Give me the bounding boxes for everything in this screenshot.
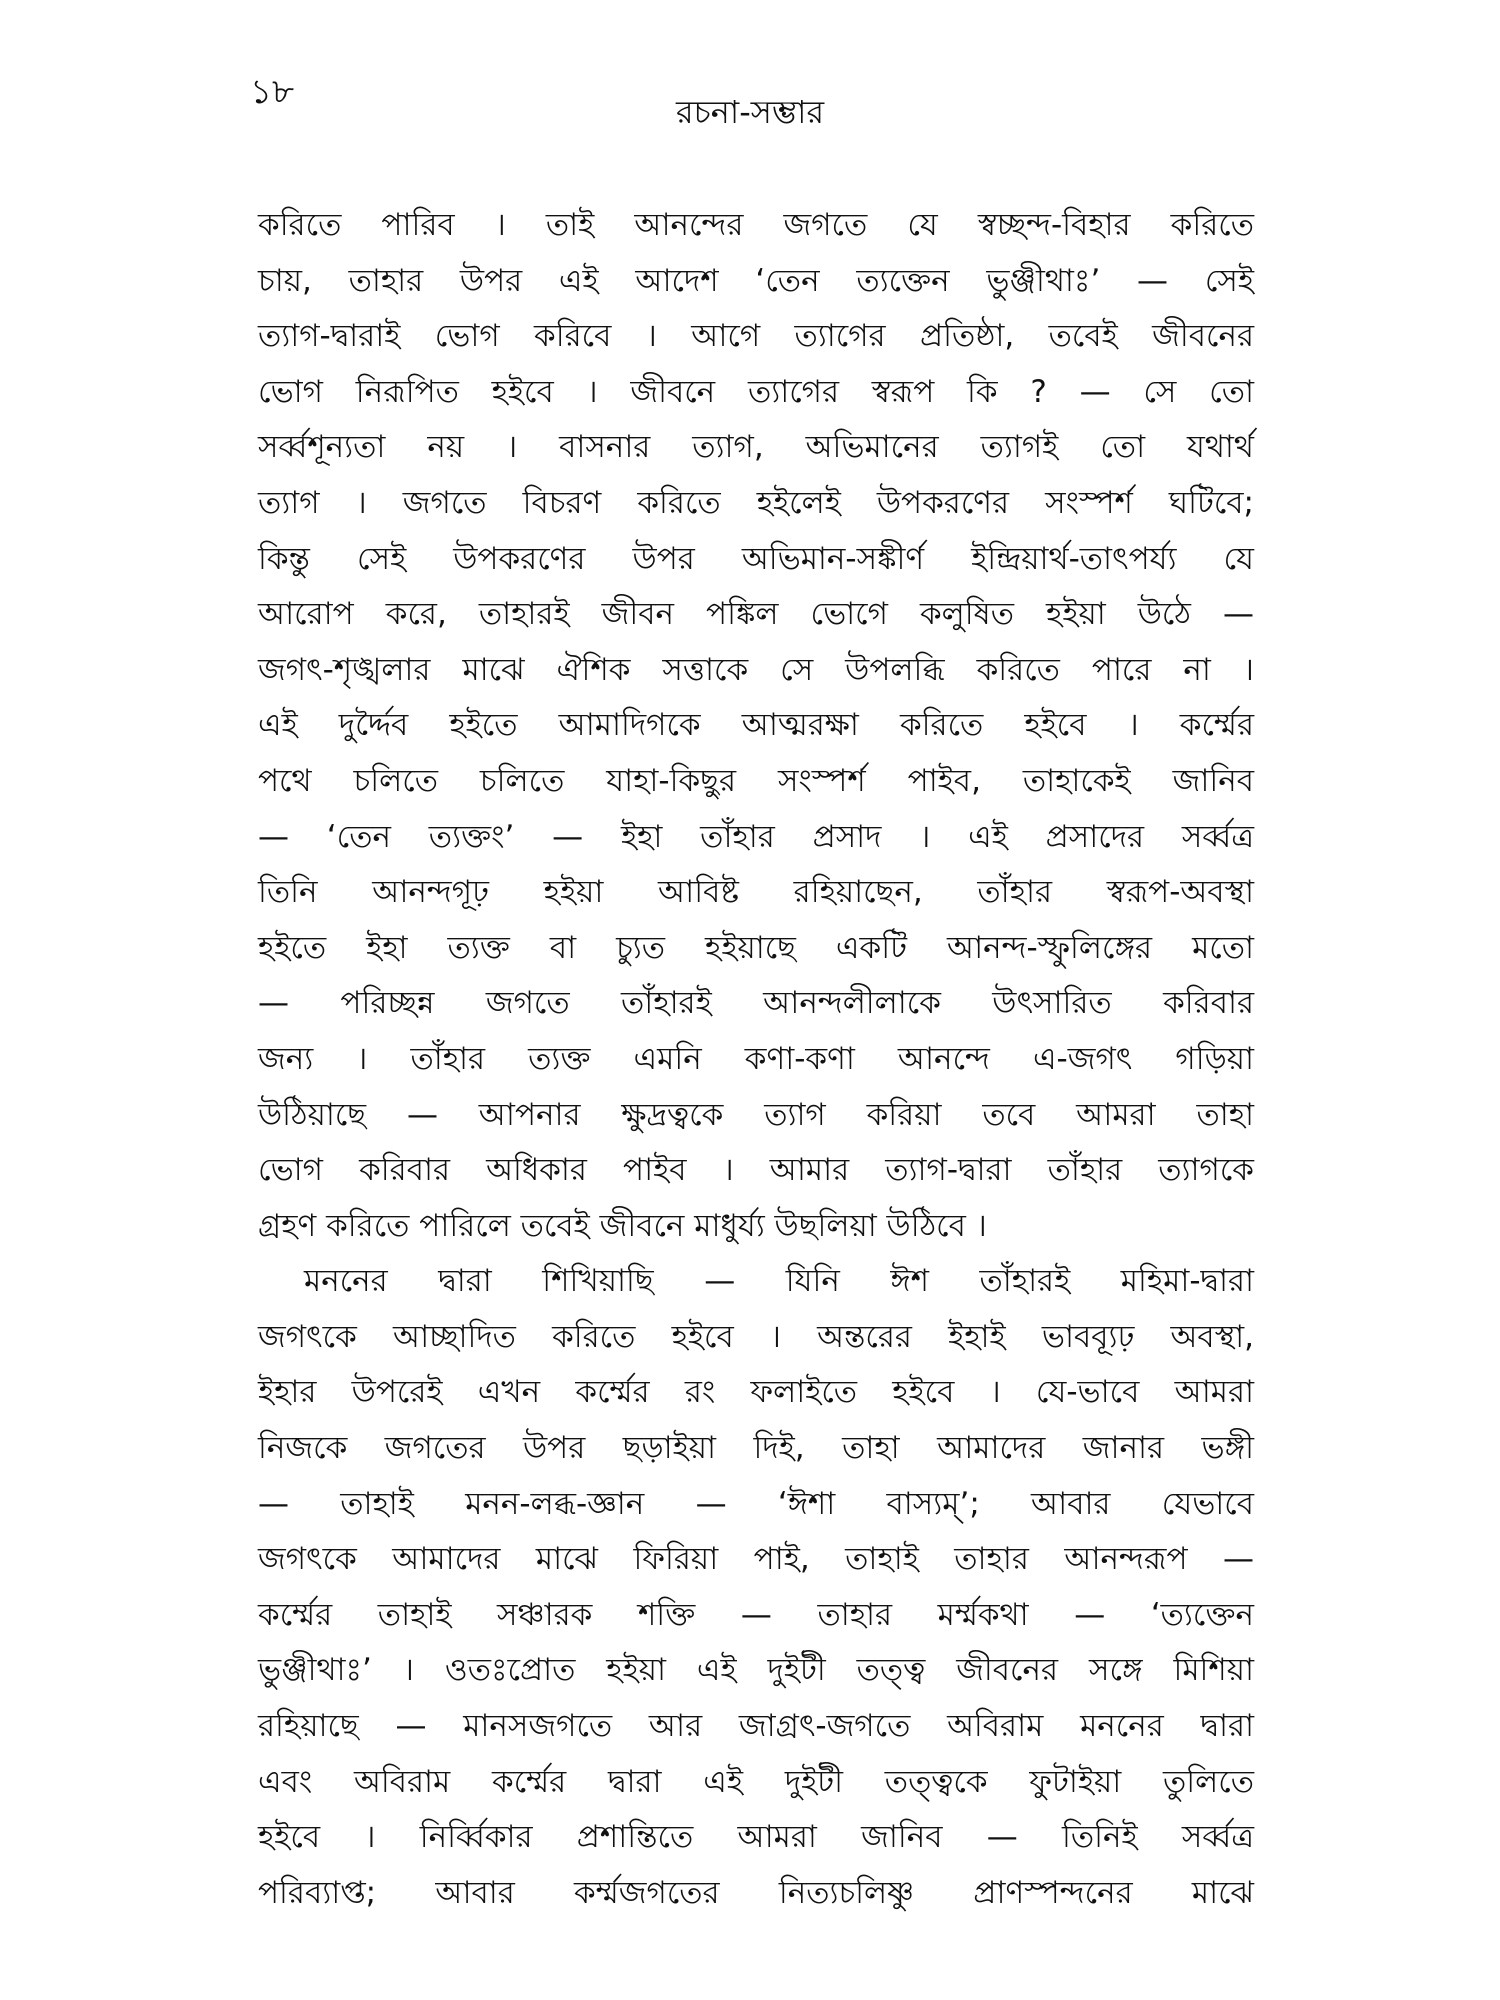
text-line: হইতে ইহা ত্যক্ত বা চ্যুত হইয়াছে একটি আনন্দ-স্ফুলিঙ্গের মতো (258, 929, 1254, 966)
text-line: ত্যাগ । জগতে বিচরণ করিতে হইলেই উপকরণের সংস্পর্শ ঘটিবে; (258, 484, 1254, 521)
text-line: জন্য । তাঁহার ত্যক্ত এমনি কণা-কণা আনন্দে এ-জগৎ গড়িয়া (258, 1040, 1254, 1077)
text-line: আরোপ করে, তাহারই জীবন পঙ্কিল ভোগে কলুষিত হইয়া উঠে — (258, 596, 1254, 633)
text-line: — ‘তেন ত্যক্তং’ — ইহা তাঁহার প্রসাদ । এই প্রসাদের সর্ব্বত্র (258, 818, 1254, 855)
text-line: ভুঞ্জীথাঃ’ । ওতঃপ্রোত হইয়া এই দুইটী তত্ত্ব জীবনের সঙ্গে মিশিয়া (258, 1652, 1254, 1689)
text-line: তিনি আনন্দগূঢ় হইয়া আবিষ্ট রহিয়াছেন, তাঁহার স্বরূপ-অবস্থা (258, 874, 1254, 911)
text-line: উঠিয়াছে — আপনার ক্ষুদ্রত্বকে ত্যাগ করিয়া তবে আমরা তাহা (258, 1096, 1254, 1133)
text-line: এই দুর্দ্দৈব হইতে আমাদিগকে আত্মরক্ষা করিতে হইবে । কর্ম্মের (258, 707, 1254, 744)
text-line: — তাহাই মনন-লব্ধ-জ্ঞান — ‘ঈশা বাস্যম্’; আবার যেভাবে (258, 1485, 1254, 1522)
text-line: — পরিচ্ছন্ন জগতে তাঁহারই আনন্দলীলাকে উৎসারিত করিবার (258, 985, 1254, 1022)
text-line: ইহার উপরেই এখন কর্ম্মের রং ফলাইতে হইবে । যে-ভাবে আমরা (258, 1374, 1254, 1411)
text-line: করিতে পারিব । তাই আনন্দের জগতে যে স্বচ্ছন্দ-বিহার করিতে (258, 207, 1254, 243)
text-line: ভোগ নিরূপিত হইবে । জীবনে ত্যাগের স্বরূপ কি ? — সে তো (258, 373, 1254, 410)
text-line: ত্যাগ-দ্বারাই ভোগ করিবে । আগে ত্যাগের প্রতিষ্ঠা, তবেই জীবনের (258, 318, 1254, 355)
text-line: রহিয়াছে — মানসজগতে আর জাগ্রৎ-জগতে অবিরাম মননের দ্বারা (258, 1708, 1254, 1745)
text-line: জগৎকে আচ্ছাদিত করিতে হইবে । অন্তরের ইহাই ভাবব্যূঢ় অবস্থা, (258, 1318, 1254, 1355)
text-line: ভোগ করিবার অধিকার পাইব । আমার ত্যাগ-দ্বারা তাঁহার ত্যাগকে (258, 1152, 1254, 1189)
text-line: জগৎ-শৃঙ্খলার মাঝে ঐশিক সত্তাকে সে উপলব্ধি করিতে পারে না । (258, 651, 1254, 688)
text-line: কিন্তু সেই উপকরণের উপর অভিমান-সঙ্কীর্ণ ইন্দ্রিয়ার্থ-তাৎপর্য্য যে (258, 540, 1254, 577)
text-line: সর্ব্বশূন্যতা নয় । বাসনার ত্যাগ, অভিমানের ত্যাগই তো যথার্থ (258, 429, 1254, 466)
paragraph-end-line: গ্রহণ করিতে পারিলে তবেই জীবনে মাধুর্য্য উছলিয়া উঠিবে । (258, 1207, 987, 1244)
text-line: নিজকে জগতের উপর ছড়াইয়া দিই, তাহা আমাদের জানার ভঙ্গী (258, 1430, 1254, 1467)
body-text (258, 198, 1254, 1921)
text-line: এবং অবিরাম কর্ম্মের দ্বারা এই দুইটী তত্ত্বকে ফুটাইয়া তুলিতে (258, 1763, 1254, 1800)
running-title: রচনা-সম্ভার (675, 93, 825, 131)
text-line: পথে চলিতে চলিতে যাহা-কিছুর সংস্পর্শ পাইব, তাহাকেই জানিব (258, 762, 1254, 799)
text-line: চায়, তাহার উপর এই আদেশ ‘তেন ত্যক্তেন ভুঞ্জীথাঃ’ — সেই (258, 262, 1254, 299)
text-line: পরিব্যাপ্ত; আবার কর্ম্মজগতের নিত্যচলিষ্ণু প্রাণস্পন্দনের মাঝে (258, 1874, 1254, 1911)
text-line: জগৎকে আমাদের মাঝে ফিরিয়া পাই, তাহাই তাহার আনন্দরূপ — (258, 1541, 1254, 1578)
text-line: হইবে । নির্ব্বিকার প্রশান্তিতে আমরা জানিব — তিনিই সর্ব্বত্র (258, 1819, 1254, 1856)
page-number: ১৮ (250, 72, 295, 112)
paragraph-start-line: মননের দ্বারা শিখিয়াছি — যিনি ঈশ তাঁহারই মহিমা-দ্বারা (304, 1263, 1254, 1300)
text-line: কর্ম্মের তাহাই সঞ্চারক শক্তি — তাহার মর্ম্মকথা — ‘ত্যক্তেন (258, 1596, 1254, 1633)
